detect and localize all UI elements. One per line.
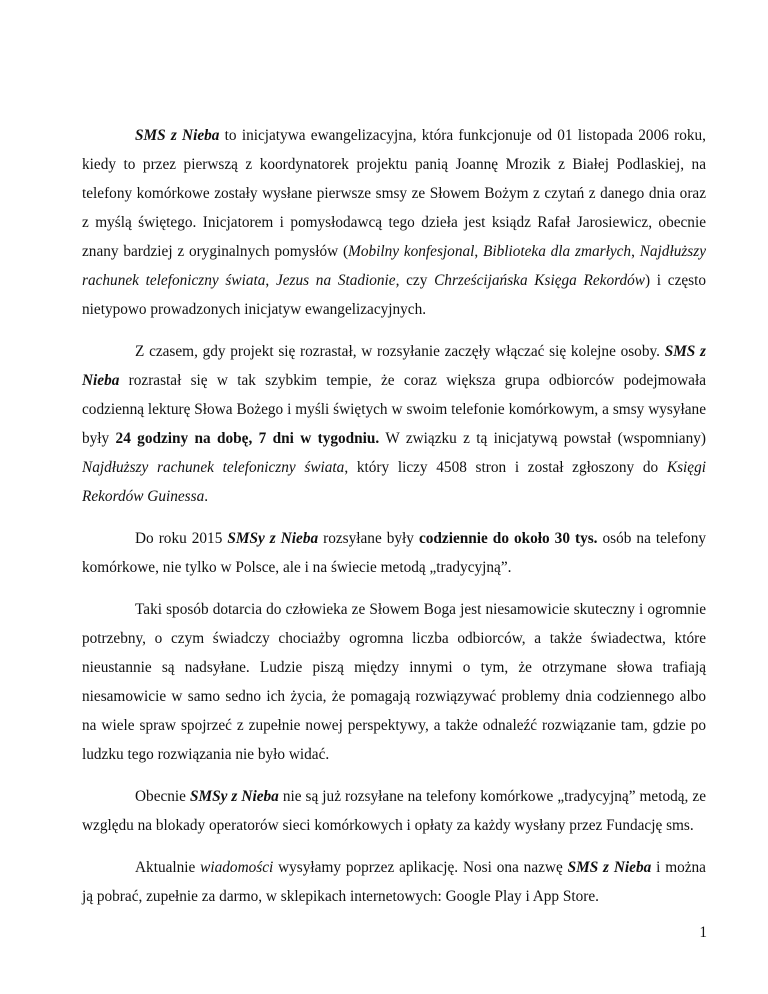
text-run: Z czasem, gdy projekt się rozrastał, w rozsyłanie zaczęły włączać się kolejne osoby. bbox=[135, 343, 665, 360]
text-run: Księgi Rekordów Guinessa bbox=[82, 459, 706, 505]
text-run: . bbox=[204, 488, 209, 505]
text-run: Najdłuższy rachunek telefoniczny świata bbox=[82, 243, 706, 289]
text-run: rozsyłane były bbox=[318, 530, 419, 547]
text-run: SMS z Nieba bbox=[135, 127, 220, 144]
text-run: ) i często nietypowo prowadzonych inicjatyw ewangelizacyjnych. bbox=[82, 272, 706, 318]
text-run: Biblioteka dla zmarłych bbox=[483, 243, 632, 260]
text-run: SMS z Nieba bbox=[567, 859, 652, 876]
text-run: rozrastał się w tak szybkim tempie, że coraz większa grupa odbiorców podejmowała codzienną lekturę Słowa Bożego i myśli świętych w swoim telefonie komórkowym, a smsy wysyłane były bbox=[82, 372, 706, 447]
text-run: , bbox=[474, 243, 483, 260]
text-run: Chrześcijańska Księga Rekordów bbox=[434, 272, 645, 289]
text-run: i można ją pobrać, zupełnie za darmo, w sklepikach internetowych: Google Play i App Store. bbox=[82, 859, 706, 905]
text-run: 24 godziny na dobę, 7 dni w tygodniu. bbox=[115, 430, 380, 447]
text-run: nie są już rozsyłane na telefony komórkowe „tradycyjną” metodą, ze względu na blokady operatorów sieci komórkowych i opłaty za każdy wysłany przez Fundację sms. bbox=[82, 788, 706, 834]
text-run: czy bbox=[399, 272, 435, 289]
page-number: 1 bbox=[699, 924, 707, 941]
document-page bbox=[82, 121, 706, 924]
text-run: , bbox=[631, 243, 640, 260]
text-run: , bbox=[265, 272, 276, 289]
text-run: Mobilny konfesjonal bbox=[348, 243, 475, 260]
text-run: Do roku 2015 bbox=[135, 530, 228, 547]
paragraph-app bbox=[82, 853, 706, 911]
text-run: Jezus na Stadionie, bbox=[275, 272, 400, 289]
text-run: osób na telefony komórkowe, nie tylko w Polsce, ale i na świecie metodą „tradycyjną”. bbox=[82, 530, 706, 576]
text-run: SMS z Nieba bbox=[82, 343, 706, 389]
text-run: , który liczy 4508 stron i został zgłoszony do bbox=[344, 459, 667, 476]
paragraph-intro bbox=[82, 121, 706, 324]
paragraph-2015 bbox=[82, 524, 706, 582]
text-run: to inicjatywa ewangelizacyjna, która funkcjonuje od 01 listopada 2006 roku, kiedy to przez pierwszą z koordynatorek projektu panią Joannę Mrozik z Białej Podlaskiej, na telefony komórkowe zostały wysłane pierwsze smsy ze Słowem Bożym z czytań z danego dnia oraz z myślą świętego. Inicjatorem i pomysłodawcą tego dzieła jest ksiądz Rafał Jarosiewicz, obecnie znany bardziej z oryginalnych pomysłów ( bbox=[82, 127, 706, 260]
paragraph-testimonies bbox=[82, 595, 706, 769]
text-run: Taki sposób dotarcia do człowieka ze Słowem Boga jest niesamowicie skuteczny i ogromnie potrzebny, o czym świadczy chociażby ogromna liczba odbiorców, a także świadectwa, które nieustannie są nadsyłane. Ludzie piszą między innymi o tym, że otrzymane słowa trafiają niesamowicie w samo sedno ich życia, że pomagają rozwiązywać problemy dnia codziennego albo na wiele spraw spojrzeć z zupełnie nowej perspektywy, a także odnaleźć rozwiązanie tam, gdzie po ludzku tego rozwiązania nie było widać. bbox=[82, 601, 706, 763]
text-run: codziennie do około 30 tys. bbox=[418, 530, 598, 547]
text-run: wiadomości bbox=[200, 859, 274, 876]
text-run: Aktualnie bbox=[135, 859, 201, 876]
text-run: SMSy z Nieba bbox=[227, 530, 319, 547]
text-run: wysyłamy poprzez aplikację. Nosi ona nazwę bbox=[273, 859, 568, 876]
paragraph-current bbox=[82, 782, 706, 840]
text-run: Najdłuższy rachunek telefoniczny świata bbox=[82, 459, 345, 476]
text-run: Obecnie bbox=[135, 788, 190, 805]
paragraph-growth bbox=[82, 337, 706, 511]
text-run: W związku z tą inicjatywą powstał (wspomniany) bbox=[379, 430, 706, 447]
text-run: SMSy z Nieba bbox=[190, 788, 279, 805]
